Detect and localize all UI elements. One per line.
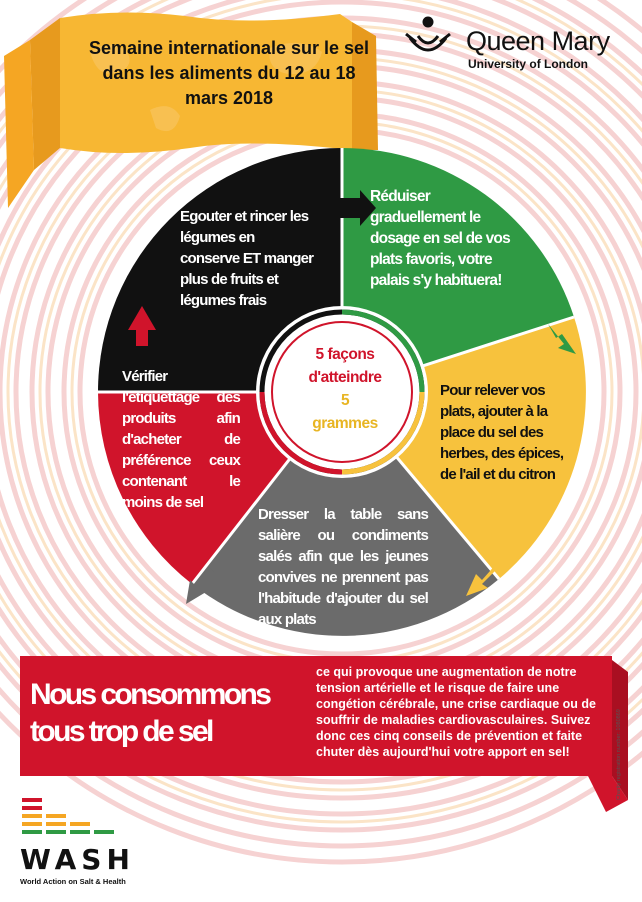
tip-no-salt-shaker: Dresser la table sans salière ou condiments salés afin que les jeunes convives ne prennent pas l'habitude d'ajouter du sel aux plats [258,506,428,628]
queen-mary-logo-subtitle: University of London [468,57,588,71]
tip-reduce-gradually: Réduiser graduellement le dosage en sel de vos plats favoris, votre palais s'y habituera! [370,188,510,289]
wash-logo-subtitle: World Action on Salt & Health [20,877,126,886]
wash-logo-text: WASH [20,843,135,876]
tip-rinse-vegetables: Egouter et rincer les légumes en conserve ET manger plus de fruits et légumes frais [180,208,314,309]
center-line-1: 5 façons [315,346,375,363]
banner-body-text: ce qui provoque une augmentation de notre tension artérielle et le risque de faire une congétion cérébrale, une crise cardiaque ou de souffrir de maladies cardiovasculaires. Suivez donc ces cinq conseils de prévention et faite chuter dès aujourd'hui votre apport en sel! [316,665,596,759]
wash-logo-icon [22,798,114,834]
tip-check-labels: Vérifier l'étiquettage des produits afin d'acheter de préférence ceux contenant le moins de sel [122,368,240,511]
charity-registration: Charity registration number: 1080869 [616,709,622,800]
wheel-center-text [294,343,396,435]
center-line-3: 5 [340,392,350,409]
banner-headline: Nous consommons tous trop de sel [30,678,270,748]
center-line-4: grammes [312,415,378,432]
tip-use-herbs-spices: Pour relever vos plats, ajouter à la place du sel des herbes, des épices, de l'ail et du citron [440,382,564,483]
queen-mary-logo-name: Queen Mary [466,26,610,56]
event-title: Semaine internationale sur le sel dans les aliments du 12 au 18 mars 2018 [88,38,370,108]
center-line-2: d'atteindre [308,369,382,386]
